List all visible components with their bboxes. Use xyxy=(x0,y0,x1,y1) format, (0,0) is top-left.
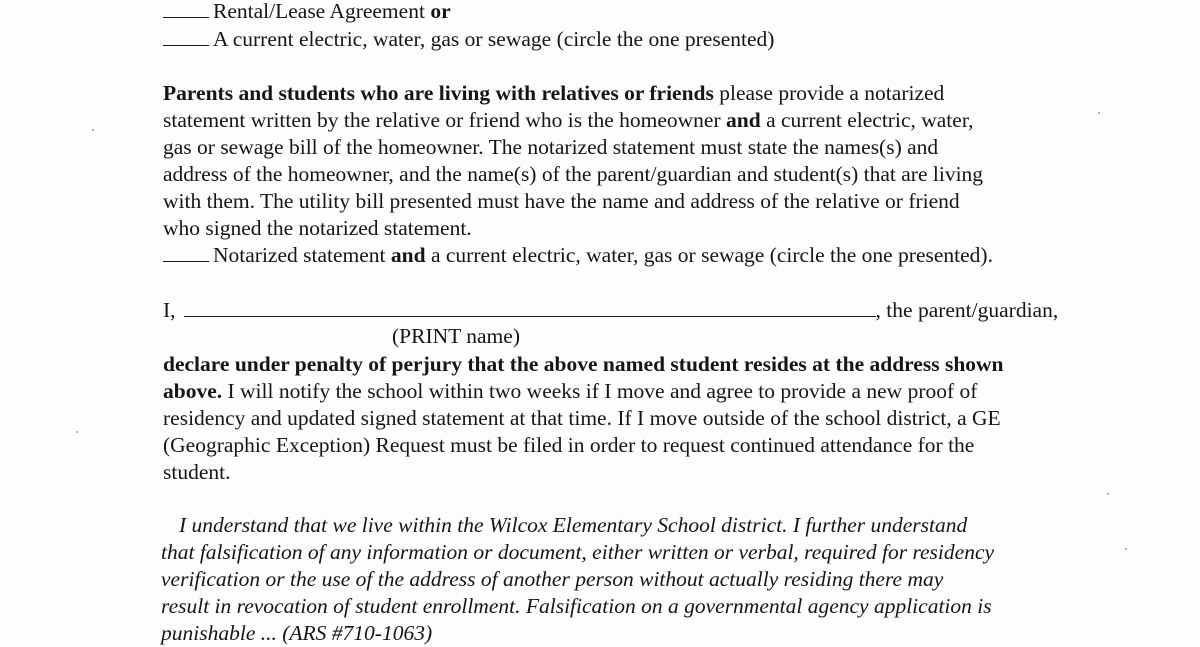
parent-name-row xyxy=(163,297,1083,324)
relatives-line2-b: a current electric, water, xyxy=(760,108,974,132)
declaration-line5: student. xyxy=(163,460,231,484)
declaration-paragraph xyxy=(163,351,1103,486)
i-label: I, xyxy=(163,298,176,322)
relatives-line2-a: statement written by the relative or friend who is the homeowner xyxy=(163,108,727,132)
declaration-line2-rest: I will notify the school within two weeks if I move and agree to provide a new proof of xyxy=(222,379,978,403)
checkbox-blank-notarized[interactable] xyxy=(163,243,209,262)
scan-speck xyxy=(1125,548,1127,550)
relatives-line2-bold: and xyxy=(726,108,761,132)
notarized-option-line xyxy=(163,242,993,269)
rental-label: Rental/Lease Agreement xyxy=(213,0,425,23)
understanding-line5-partial: punishable ... (ARS #710-1063) xyxy=(161,621,433,645)
relatives-line3: gas or sewage bill of the homeowner. The notarized statement must state the names(s) and xyxy=(163,135,939,159)
understanding-line2: that falsification of any information or document, either written or verbal, required for residency xyxy=(161,540,995,564)
understanding-line3: verification or the use of the address of another person without actually residing there may xyxy=(161,567,944,591)
notarized-label-a: Notarized statement xyxy=(213,243,391,267)
scan-speck xyxy=(76,431,78,433)
declaration-line4: (Geographic Exception) Request must be filed in order to request continued attendance for the xyxy=(163,433,975,457)
declaration-bold-line1: declare under penalty of perjury that the above named student resides at the address shown xyxy=(163,352,1004,376)
understanding-paragraph xyxy=(161,512,994,620)
relatives-bold-intro: Parents and students who are living with relatives or friends xyxy=(163,81,714,105)
rental-or: or xyxy=(430,0,451,23)
declaration-bold-line2: above. xyxy=(163,379,223,403)
notarized-label-bold: and xyxy=(390,243,426,267)
role-label: , the parent/guardian, xyxy=(875,298,1059,322)
checkbox-blank-utility[interactable] xyxy=(163,27,209,46)
relatives-line6: who signed the notarized statement. xyxy=(163,216,472,240)
print-name-caption: (PRINT name) xyxy=(392,324,520,348)
parent-name-field[interactable] xyxy=(184,298,876,317)
understanding-line4: result in revocation of student enrollment. Falsification on a governmental agency application is xyxy=(161,594,992,618)
relatives-paragraph xyxy=(163,80,1103,242)
scan-speck xyxy=(1098,112,1100,114)
understanding-line1: I understand that we live within the Wilcox Elementary School district. I further understand xyxy=(179,513,968,537)
declaration-line3: residency and updated signed statement at that time. If I move outside of the school district, a GE xyxy=(163,406,1001,430)
rental-option-line xyxy=(163,0,451,25)
scan-speck xyxy=(92,129,94,131)
relatives-line5: with them. The utility bill presented must have the name and address of the relative or friend xyxy=(163,189,960,213)
checkbox-blank-rental[interactable] xyxy=(163,0,209,18)
relatives-line1-rest: please provide a notarized xyxy=(713,81,945,105)
utility-label: A current electric, water, gas or sewage (circle the one presented) xyxy=(213,27,775,51)
relatives-line4: address of the homeowner, and the name(s) of the parent/guardian and student(s) that are living xyxy=(163,162,984,186)
utility-option-line xyxy=(163,26,774,53)
scan-speck xyxy=(1107,493,1109,495)
notarized-label-b: a current electric, water, gas or sewage (circle the one presented). xyxy=(425,243,993,267)
